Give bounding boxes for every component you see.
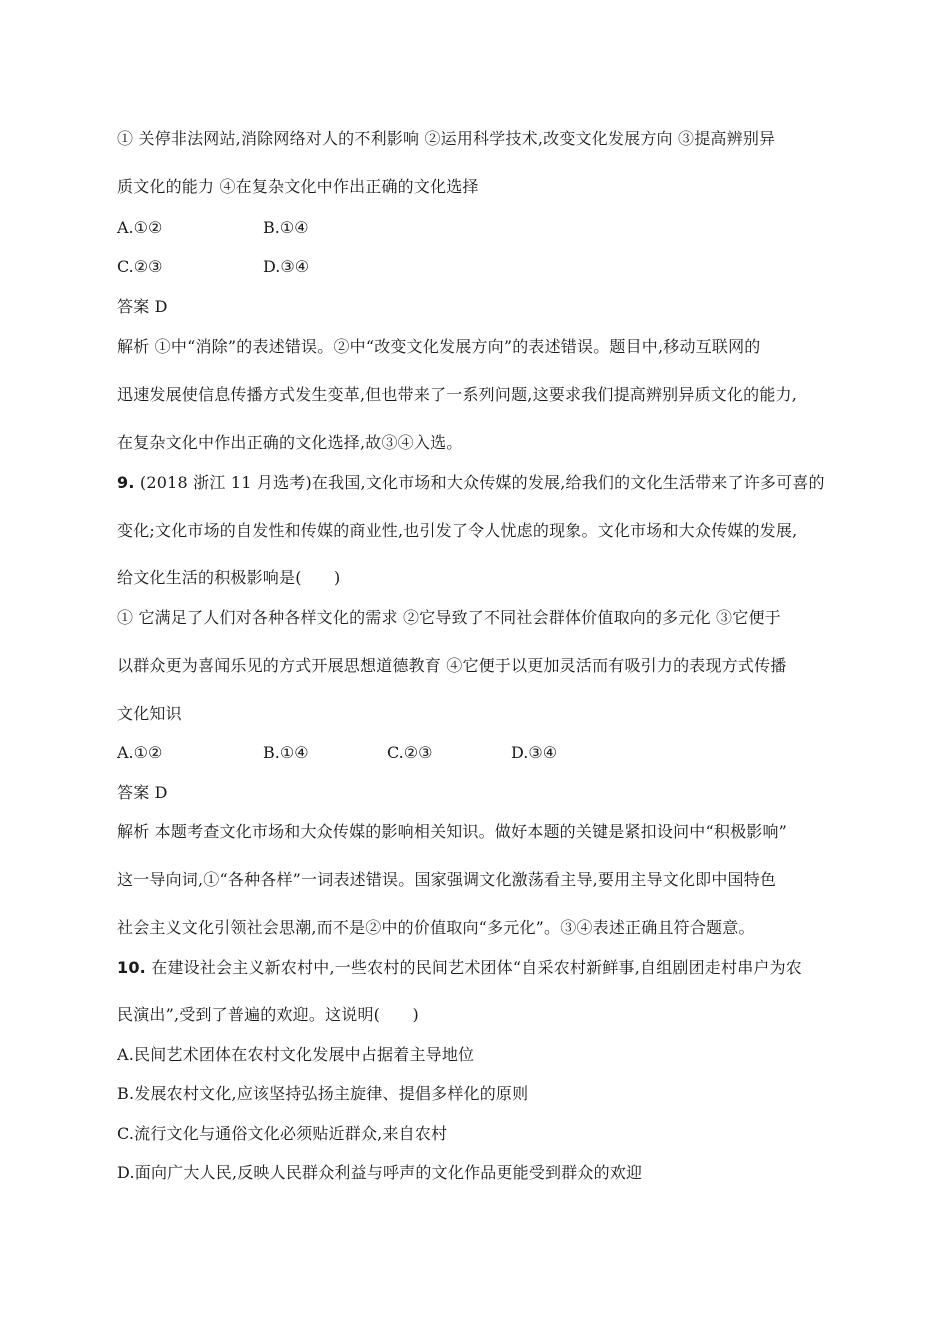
q9-answer: 答案 D [117,783,168,802]
q8-items-line-2: 质文化的能力 ④在复杂文化中作出正确的文化选择 [117,177,479,196]
q8-answer: 答案 D [117,297,168,316]
q8-analysis-line-1: 解析 ①中“消除”的表述错误。②中“改变文化发展方向”的表述错误。题目中,移动互联网的 [117,337,761,356]
q9-stem-line-3: 给文化生活的积极影响是( ) [117,568,341,587]
q8-option-a: A.①② [117,218,163,237]
q9-analysis-line-3: 社会主义文化引领社会思潮,而不是②中的价值取向“多元化”。③④表述正确且符合题意。 [117,918,755,937]
q10-stem-line-2: 民演出”,受到了普遍的欢迎。这说明( ) [117,1005,419,1024]
q8-items-line-1: ① 关停非法网站,消除网络对人的不利影响 ②运用科学技术,改变文化发展方向 ③提高辨别异 [117,129,776,148]
q9-analysis-line-1: 解析 本题考查文化市场和大众传媒的影响相关知识。做好本题的关键是紧扣设问中“积极影响” [117,822,788,841]
q9-stem-line-1 [117,472,837,494]
q8-analysis-line-2: 迅速发展使信息传播方式发生变革,但也带来了一系列问题,这要求我们提高辨别异质文化的能力, [117,385,798,404]
q8-option-c: C.②③ [117,257,163,276]
q8-analysis-line-3: 在复杂文化中作出正确的文化选择,故③④入选。 [117,433,463,452]
q9-option-d: D.③④ [511,743,558,762]
q9-option-c: C.②③ [387,743,433,762]
q10-option-d: D.面向广大人民,反映人民群众利益与呼声的文化作品更能受到群众的欢迎 [117,1163,643,1182]
q9-stem-line-2: 变化;文化市场的自发性和传媒的商业性,也引发了令人忧虑的现象。文化市场和大众传媒的发展, [117,521,798,540]
q10-option-a: A.民间艺术团体在农村文化发展中占据着主导地位 [117,1045,475,1064]
q9-option-a: A.①② [117,743,163,762]
q10-stem-line-1 [117,957,837,979]
q9-items-line-2: 以群众更为喜闻乐见的方式开展思想道德教育 ④它便于以更加灵活而有吸引力的表现方式传播 [117,656,787,675]
q9-option-b: B.①④ [263,743,309,762]
q9-analysis-line-2: 这一导向词,①“各种各样”一词表述错误。国家强调文化激荡看主导,要用主导文化即中国特色 [117,870,777,889]
q8-option-d: D.③④ [263,257,310,276]
q9-items-line-3: 文化知识 [117,704,182,723]
q9-number: 9. [117,473,135,492]
q8-option-b: B.①④ [263,218,309,237]
q10-option-c: C.流行文化与通俗文化必须贴近群众,来自农村 [117,1124,448,1143]
q10-number: 10. [117,958,146,977]
q10-option-b: B.发展农村文化,应该坚持弘扬主旋律、提倡多样化的原则 [117,1084,529,1103]
q9-stem-text-1: (2018 浙江 11 月选考)在我国,文化市场和大众传媒的发展,给我们的文化生活带来了许多可喜的 [134,473,825,492]
q10-stem-text-1: 在建设社会主义新农村中,一些农村的民间艺术团体“自采农村新鲜事,自组剧团走村串户为农 [145,958,802,977]
q9-items-line-1: ① 它满足了人们对各种各样文化的需求 ②它导致了不同社会群体价值取向的多元化 ③它便于 [117,608,781,627]
